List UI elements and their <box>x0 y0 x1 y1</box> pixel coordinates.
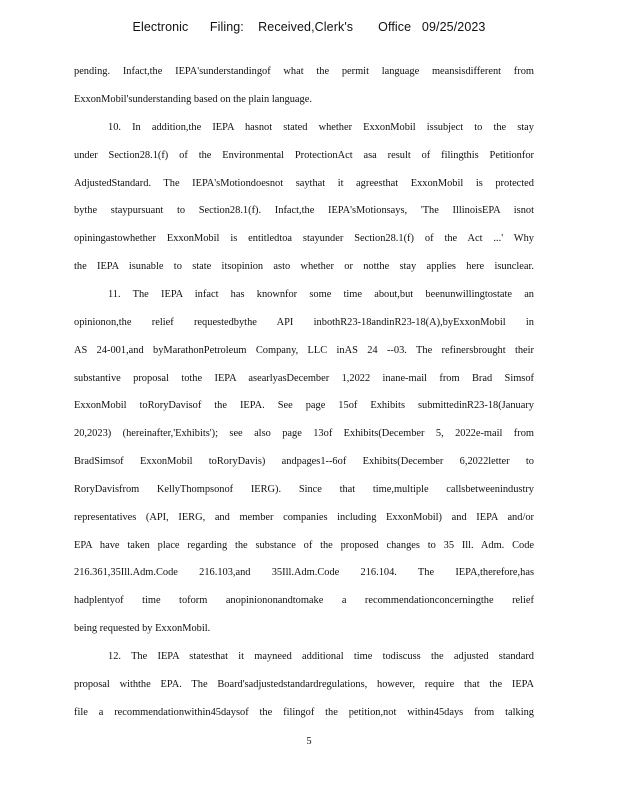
body-line-6: bythe staypursuant to Section28.1(f). Infact,the IEPA'sMotionsays, 'The IllinoisEPA isnot <box>74 205 534 216</box>
body-line-21: being requested by ExxonMobil. <box>74 623 211 634</box>
paragraph-11-start: 11. The IEPA infact has knownfor some time about,but beenunwillingtostate an <box>108 289 534 300</box>
body-line-14: 20,2023) (hereinafter,'Exhibits'); see also page 13of Exhibits(December 5, 2022e-mail from <box>74 428 534 439</box>
body-line-23: proposal withthe EPA. The Board'sadjustedstandardregulations, however, require that the IEPA <box>74 679 534 690</box>
body-line-4: under Section28.1(f) of the Environmental ProtectionAct asa result of filingthis Petitionfor <box>74 150 534 161</box>
body-line-20: hadplentyof time toform anopiniononandtomake a recommendationconcerningthe relief <box>74 595 534 606</box>
paragraph-12-start: 12. The IEPA statesthat it mayneed additional time todiscuss the adjusted standard <box>108 651 534 662</box>
body-line-24: file a recommendationwithin45daysof the filingof the petition,not within45days from talking <box>74 707 534 718</box>
filing-header: Electronic Filing: Received,Clerk's Office 09/25/2023 <box>132 20 486 34</box>
body-line-11: AS 24-001,and byMarathonPetroleum Company, LLC inAS 24 --03. The refinersbrought their <box>74 345 534 356</box>
body-line-18: EPA have taken place regarding the substance of the proposed changes to 35 Ill. Adm. Code <box>74 540 534 551</box>
body-line-10: opinionon,the relief requestedbythe API inbothR23-18andinR23-18(A),byExxonMobil in <box>74 317 534 328</box>
page-number: 5 <box>306 736 312 747</box>
body-line-2: ExxonMobil'sunderstanding based on the plain language. <box>74 94 312 105</box>
body-line-16: RoryDavisfrom KellyThompsonof IERG). Since that time,multiple callsbetweenindustry <box>74 484 534 495</box>
body-line-7: opiningastowhether ExxonMobil is entitledtoa stayunder Section28.1(f) of the Act ...' Why <box>74 233 534 244</box>
paragraph-10-start: 10. In addition,the IEPA hasnot stated whether ExxonMobil issubject to the stay <box>108 122 534 133</box>
body-line-13: ExxonMobil toRoryDavisof the IEPA. See page 15of Exhibits submittedinR23-18(January <box>74 400 534 411</box>
body-line-1: pending. Infact,the IEPA'sunderstandingof what the permit language meansisdifferent from <box>74 66 534 77</box>
body-line-5: AdjustedStandard. The IEPA'sMotiondoesnot saythat it agreesthat ExxonMobil is protected <box>74 178 534 189</box>
body-line-8: the IEPA isunable to state itsopinion asto whether or notthe stay applies here isunclear. <box>74 261 534 272</box>
body-line-15: BradSimsof ExxonMobil toRoryDavis) andpages1--6of Exhibits(December 6,2022letter to <box>74 456 534 467</box>
body-line-19: 216.361,35Ill.Adm.Code 216.103,and 35Ill.Adm.Code 216.104. The IEPA,therefore,has <box>74 567 534 578</box>
body-line-12: substantive proposal tothe IEPA asearlyasDecember 1,2022 inane-mail from Brad Simsof <box>74 373 534 384</box>
body-line-17: representatives (API, IERG, and member companies including ExxonMobil) and IEPA and/or <box>74 512 534 523</box>
